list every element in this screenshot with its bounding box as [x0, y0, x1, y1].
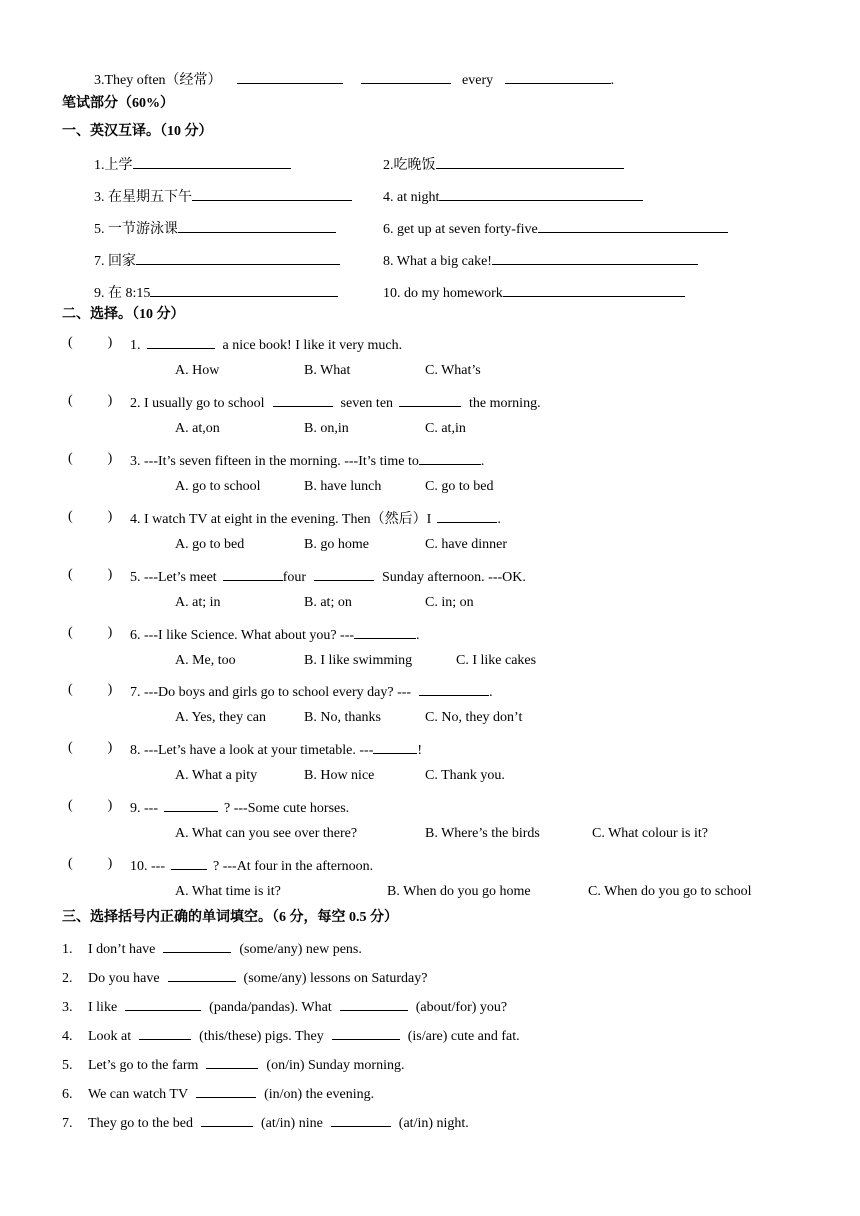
blank[interactable]	[492, 250, 698, 265]
question: 4. I watch TV at eight in the evening. Then（然后）I .	[130, 508, 501, 529]
option-b[interactable]: B. How nice	[304, 768, 375, 783]
written-header: 笔试部分（60%）	[62, 96, 174, 111]
option-b[interactable]: B. What	[304, 363, 351, 378]
fill-item: 5. Let’s go to the farm (on/in) Sunday morning.	[62, 1054, 404, 1075]
blank[interactable]	[164, 797, 218, 812]
option-c[interactable]: C. at,in	[425, 421, 466, 436]
top-line	[94, 69, 614, 90]
option-b[interactable]: B. at; on	[304, 595, 352, 610]
option-c[interactable]: C. in; on	[425, 595, 474, 610]
option-a[interactable]: A. at,on	[175, 421, 220, 436]
blank[interactable]	[223, 566, 283, 581]
top-line-prefix: 3.They often（经常）	[94, 73, 222, 88]
fill-item: 1. I don’t have (some/any) new pens.	[62, 938, 362, 959]
question: 10. --- ? ---At four in the afternoon.	[130, 855, 373, 876]
option-a[interactable]: A. go to bed	[175, 537, 245, 552]
option-c[interactable]: C. What colour is it?	[592, 826, 708, 841]
blank[interactable]	[201, 1112, 253, 1127]
question: 2. I usually go to school seven ten the morning.	[130, 392, 541, 413]
answer-paren[interactable]: ( )	[68, 393, 113, 408]
translate-item: 3. 在星期五下午	[94, 186, 352, 207]
fill-item: 2. Do you have (some/any) lessons on Saturday?	[62, 967, 427, 988]
translate-item: 7. 回家	[94, 250, 340, 271]
fill-item: 6. We can watch TV (in/on) the evening.	[62, 1083, 374, 1104]
option-b[interactable]: B. have lunch	[304, 479, 382, 494]
answer-paren[interactable]: ( )	[68, 567, 113, 582]
blank[interactable]	[373, 739, 417, 754]
blank[interactable]	[178, 218, 336, 233]
blank[interactable]	[354, 624, 416, 639]
blank[interactable]	[419, 681, 489, 696]
option-c[interactable]: C. I like cakes	[456, 653, 537, 668]
answer-paren[interactable]: ( )	[68, 509, 113, 524]
answer-paren[interactable]: ( )	[68, 798, 113, 813]
question: 8. ---Let’s have a look at your timetable. --- !	[130, 739, 422, 760]
question: 5. ---Let’s meet four Sunday afternoon. ---OK.	[130, 566, 526, 587]
blank[interactable]	[538, 218, 728, 233]
top-line-mid: every	[462, 73, 494, 88]
translate-item: 5. 一节游泳课	[94, 218, 336, 239]
option-a[interactable]: A. What can you see over there?	[175, 826, 358, 841]
translate-item: 6. get up at seven forty-five	[383, 218, 728, 239]
section2-title: 二、选择。（10 分）	[62, 307, 185, 322]
option-c[interactable]: C. have dinner	[425, 537, 508, 552]
blank[interactable]	[503, 282, 685, 297]
blank[interactable]	[147, 334, 215, 349]
section3-title: 三、选择括号内正确的单词填空。（6 分，每空 0.5 分）	[62, 910, 398, 925]
option-a[interactable]: A. What time is it?	[175, 884, 281, 899]
option-b[interactable]: B. on,in	[304, 421, 349, 436]
question: 7. ---Do boys and girls go to school every day? --- .	[130, 681, 493, 702]
option-c[interactable]: C. What’s	[425, 363, 481, 378]
blank[interactable]	[192, 186, 352, 201]
option-b[interactable]: B. No, thanks	[304, 710, 381, 725]
blank[interactable]	[150, 282, 338, 297]
option-a[interactable]: A. Yes, they can	[175, 710, 266, 725]
blank[interactable]	[399, 392, 461, 407]
option-c[interactable]: C. No, they don’t	[425, 710, 523, 725]
question: 1. a nice book! I like it very much.	[130, 334, 402, 355]
blank[interactable]	[273, 392, 333, 407]
translate-item: 4. at night	[383, 186, 643, 207]
translate-item: 8. What a big cake!	[383, 250, 698, 271]
answer-paren[interactable]: ( )	[68, 335, 113, 350]
fill-item: 7. They go to the bed (at/in) nine (at/in) night.	[62, 1112, 469, 1133]
blank[interactable]	[331, 1112, 391, 1127]
blank[interactable]	[163, 938, 231, 953]
translate-item: 2.吃晚饭	[383, 154, 624, 175]
blank[interactable]	[340, 996, 408, 1011]
option-b[interactable]: B. When do you go home	[387, 884, 531, 899]
option-a[interactable]: A. How	[175, 363, 220, 378]
blank[interactable]	[314, 566, 374, 581]
answer-paren[interactable]: ( )	[68, 682, 113, 697]
section1-title: 一、英汉互译。（10 分）	[62, 124, 213, 139]
blank[interactable]	[419, 450, 481, 465]
question: 6. ---I like Science. What about you? --- .	[130, 624, 420, 645]
translate-item: 10. do my homework	[383, 282, 685, 303]
blank[interactable]	[206, 1054, 258, 1069]
option-a[interactable]: A. What a pity	[175, 768, 258, 783]
blank[interactable]	[505, 69, 611, 84]
blank[interactable]	[332, 1025, 400, 1040]
option-a[interactable]: A. Me, too	[175, 653, 236, 668]
option-a[interactable]: A. go to school	[175, 479, 261, 494]
option-c[interactable]: C. go to bed	[425, 479, 494, 494]
translate-item: 9. 在 8:15	[94, 282, 338, 303]
option-c[interactable]: C. Thank you.	[425, 768, 505, 783]
blank[interactable]	[196, 1083, 256, 1098]
fill-item: 3. I like (panda/pandas). What (about/for) you?	[62, 996, 507, 1017]
option-c[interactable]: C. When do you go to school	[588, 884, 752, 899]
blank[interactable]	[439, 186, 643, 201]
blank[interactable]	[125, 996, 201, 1011]
blank[interactable]	[437, 508, 497, 523]
fill-item: 4. Look at (this/these) pigs. They (is/are) cute and fat.	[62, 1025, 520, 1046]
blank[interactable]	[139, 1025, 191, 1040]
blank[interactable]	[168, 967, 236, 982]
option-b[interactable]: B. Where’s the birds	[425, 826, 540, 841]
blank[interactable]	[136, 250, 340, 265]
answer-paren[interactable]: ( )	[68, 625, 113, 640]
blank[interactable]	[361, 69, 451, 84]
option-b[interactable]: B. go home	[304, 537, 369, 552]
top-line-end: .	[610, 73, 615, 88]
blank[interactable]	[171, 855, 207, 870]
option-a[interactable]: A. at; in	[175, 595, 221, 610]
option-b[interactable]: B. I like swimming	[304, 653, 413, 668]
question: 3. ---It’s seven fifteen in the morning. ---It’s time to .	[130, 450, 484, 471]
answer-paren[interactable]: ( )	[68, 451, 113, 466]
question: 9. --- ? ---Some cute horses.	[130, 797, 349, 818]
translate-item: 1.上学	[94, 154, 291, 175]
answer-paren[interactable]: ( )	[68, 856, 113, 871]
blank[interactable]	[436, 154, 624, 169]
blank[interactable]	[133, 154, 291, 169]
answer-paren[interactable]: ( )	[68, 740, 113, 755]
blank[interactable]	[237, 69, 343, 84]
